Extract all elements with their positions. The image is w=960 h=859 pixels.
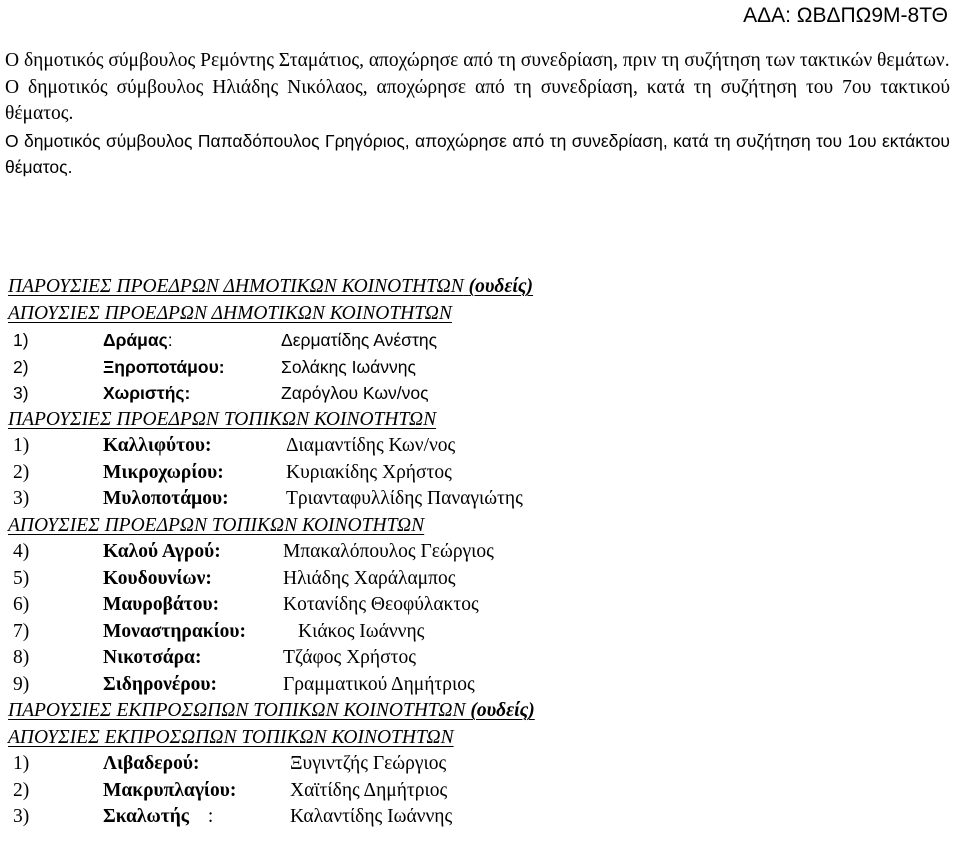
item-number: 8) xyxy=(13,647,30,668)
attendance-list xyxy=(8,274,948,831)
list-item xyxy=(8,327,948,354)
section-note: (ουδείς) xyxy=(470,700,535,721)
intro-paragraph: Ο δημοτικός σύμβουλος Παπαδόπουλος Γρηγόριος, αποχώρησε από τη συνεδρίαση, κατά τη συζήτηση του 1ου εκτάκτου θέματος. xyxy=(5,130,950,177)
list-item xyxy=(8,433,948,460)
list-item xyxy=(8,354,948,381)
person-name: Καλαντίδης Ιωάννης xyxy=(290,806,453,827)
person-name: Ξυγιντζής Γεώργιος xyxy=(290,753,447,774)
section-note: (ουδείς) xyxy=(468,276,534,297)
list-item xyxy=(8,778,948,805)
person-name: Μπακαλόπουλος Γεώργιος xyxy=(283,541,494,562)
section-heading-absent-municipal xyxy=(8,301,948,328)
section-title: ΑΠΟΥΣΙΕΣ ΕΚΠΡΟΣΩΠΩΝ ΤΟΠΙΚΩΝ ΚΟΙΝΟΤΗΤΩΝ xyxy=(8,726,454,748)
community-name: Μυλοποτάμου: xyxy=(103,488,229,509)
person-name: Κοτανίδης Θεοφύλακτος xyxy=(283,594,479,615)
section-title: ΠΑΡΟΥΣΙΕΣ ΕΚΠΡΟΣΩΠΩΝ ΤΟΠΙΚΩΝ ΚΟΙΝΟΤΗΤΩΝ xyxy=(8,700,466,721)
community-name: Δράμας: xyxy=(103,330,173,350)
item-number: 3) xyxy=(13,806,30,827)
item-number: 9) xyxy=(13,673,30,695)
list-item xyxy=(8,486,948,513)
person-name: Ζαρόγλου Κων/νος xyxy=(281,383,429,403)
section-heading-absent-representatives xyxy=(8,725,948,752)
person-name: Κυριακίδης Χρήστος xyxy=(286,461,452,483)
community-name: Κουδουνίων: xyxy=(103,567,212,589)
item-number: 6) xyxy=(13,594,30,615)
list-item xyxy=(8,645,948,672)
community-name: Καλού Αγρού: xyxy=(103,541,221,562)
community-name: Μαυροβάτου: xyxy=(103,594,220,615)
item-number: 3) xyxy=(13,488,30,509)
list-item xyxy=(8,566,948,593)
section-title: ΠΑΡΟΥΣΙΕΣ ΠΡΟΕΔΡΩΝ ΤΟΠΙΚΩΝ ΚΟΙΝΟΤΗΤΩΝ xyxy=(8,408,437,430)
item-number: 2) xyxy=(13,779,30,801)
item-number: 4) xyxy=(13,541,30,562)
item-number: 5) xyxy=(13,567,30,589)
item-number: 1) xyxy=(13,753,30,774)
intro-paragraph: Ο δημοτικός σύμβουλος Ρεμόντης Σταμάτιος, αποχώρησε από τη συνεδρίαση, πριν τη συζήτηση των τακτικών θεμάτων. xyxy=(5,50,950,71)
section-title: ΑΠΟΥΣΙΕΣ ΠΡΟΕΔΡΩΝ ΤΟΠΙΚΩΝ ΚΟΙΝΟΤΗΤΩΝ xyxy=(8,514,425,536)
community-name: Σκαλωτής : xyxy=(103,806,214,827)
ada-code: ΑΔΑ: ΩΒΔΠΩ9Μ-8ΤΘ xyxy=(743,4,948,27)
section-heading-present-municipal xyxy=(8,274,948,301)
item-number: 1) xyxy=(13,330,29,350)
list-item xyxy=(8,380,948,407)
section-title: ΑΠΟΥΣΙΕΣ ΠΡΟΕΔΡΩΝ ΔΗΜΟΤΙΚΩΝ ΚΟΙΝΟΤΗΤΩΝ xyxy=(8,302,452,324)
list-item xyxy=(8,592,948,619)
community-name: Σιδηρονέρου: xyxy=(103,673,218,695)
person-name: Ηλιάδης Χαράλαμπος xyxy=(283,567,456,589)
community-name: Ξηροποτάμου: xyxy=(103,356,225,377)
person-name: Τζάφος Χρήστος xyxy=(283,647,416,668)
item-number: 3) xyxy=(13,383,29,403)
person-name: Χαϊτίδης Δημήτριος xyxy=(290,779,448,801)
list-item xyxy=(8,460,948,487)
list-item xyxy=(8,539,948,566)
community-name: Μικροχωρίου: xyxy=(103,461,224,483)
section-heading-present-representatives xyxy=(8,698,948,725)
community-name: Μοναστηρακίου: xyxy=(103,620,246,642)
person-name: Τριανταφυλλίδης Παναγιώτης xyxy=(286,488,523,509)
community-name: Χωριστής: xyxy=(103,383,191,403)
community-name: Νικοτσάρα: xyxy=(103,647,202,668)
section-title: ΠΑΡΟΥΣΙΕΣ ΠΡΟΕΔΡΩΝ ΔΗΜΟΤΙΚΩΝ ΚΟΙΝΟΤΗΤΩΝ xyxy=(8,276,464,297)
item-number: 2) xyxy=(13,461,30,483)
list-item xyxy=(8,751,948,778)
list-item xyxy=(8,672,948,699)
person-name: Σολάκης Ιωάννης xyxy=(281,356,416,377)
person-name: Γραμματικού Δημήτριος xyxy=(283,673,475,695)
person-name: Δερματίδης Ανέστης xyxy=(281,330,438,350)
item-number: 2) xyxy=(13,356,29,377)
intro-paragraphs xyxy=(5,48,950,181)
community-name: Καλλιφύτου: xyxy=(103,435,212,456)
intro-paragraph: Ο δημοτικός σύμβουλος Ηλιάδης Νικόλαος, αποχώρησε από τη συνεδρίαση, κατά τη συζήτηση του 7ου τακτικού θέματος. xyxy=(5,76,950,124)
person-name: Διαμαντίδης Κων/νος xyxy=(286,435,456,456)
person-name: Κιάκος Ιωάννης xyxy=(298,620,425,642)
section-heading-absent-local xyxy=(8,513,948,540)
item-number: 1) xyxy=(13,435,30,456)
list-item xyxy=(8,804,948,831)
community-name: Λιβαδερού: xyxy=(103,753,200,774)
item-number: 7) xyxy=(13,620,30,642)
community-name: Μακρυπλαγίου: xyxy=(103,779,237,801)
section-heading-present-local xyxy=(8,407,948,434)
list-item xyxy=(8,619,948,646)
